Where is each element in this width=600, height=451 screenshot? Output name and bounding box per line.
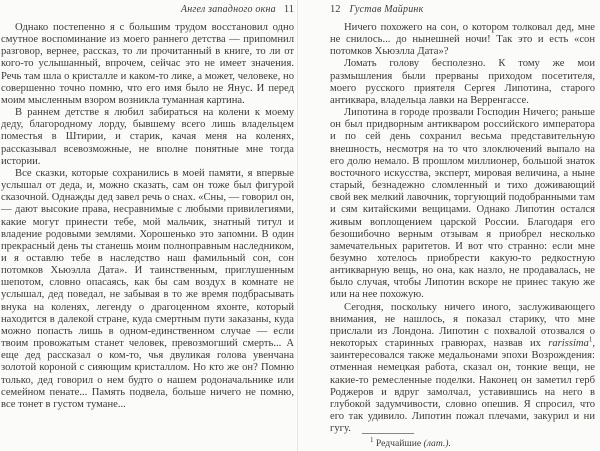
page-right-body	[330, 22, 595, 435]
paragraph-text: Сегодня, поскольку ничего иного, заслуживающего внимания, не нашлось, я показал старику, что мне прислали из Лондона. Липотин с похвалой отозвался о некоторых старинных гравюрах, назвав их	[330, 301, 595, 350]
running-title-left: Ангел западного окна	[180, 4, 276, 15]
footnote-reference: 1	[588, 335, 593, 344]
latin-term: rarissima	[548, 338, 589, 350]
page-number-right: 12	[330, 4, 341, 15]
page-left-body	[1, 22, 294, 411]
running-head-left	[1, 0, 294, 22]
paragraph: Ничего похожего на сон, о котором толковал дед, мне не снилось... до нынешней ночи! Так это и есть «сон потомков Хьюэлла Дата»?	[330, 22, 595, 58]
footnote-marker: 1	[370, 435, 374, 444]
running-title-right: Густав Майринк	[349, 4, 424, 15]
footnote-lang: (лат.).	[423, 438, 451, 449]
paragraph: Все сказки, которые сохранились в моей памяти, я впервые услышал от деда, и, можно сказать, сам он тоже был фигурой сказочной. Однажды дед завел речь о снах. «Сны, — говорил он, — дают высокие права, несравнимые с любыми привилегиями, какие могут принести тебе, мой мальчик, знатный титул и владение родовыми землями. Хорошенько это запомни. В один прекрасный день ты станешь моим полноправным наследником, и я оставлю тебе в наследство наш фамильный сон, сон потомков Хьюэлла Дата». И таинственным, приглушенным шепотом, словно опасаясь, как бы сам воздух в комнате не услышал, дед поведал, не забывая в то же время подбрасывать внука на коленях, легенду о драгоценном яхонте, который находится в далекой стране, куда смертным пути заказаны, куда можно попасть лишь в одном-единственном случае — если твоим провожатым станет человек, превозмогший смерть... А еще дед рассказал о ком-то, чья двуликая голова увенчана золотой короной с сияющим кристаллом. Но кто же он? Помню только, дед говорил о нем будто о нашем родоначальнике или семейном пенате... Память подвела, больше ничего не помню, все тонет в густом тумане...	[1, 167, 294, 410]
paragraph-text: , заинтересовался также медальонами эпохи Возрождения: отменная немецкая работа, сказал он, тонкие вещи, не какие-то ремесленные поделки. Наконец он заметил герб Роджеров и вдруг замолчал, уставившись на него в глубокой задумчивости, словно опешив. Я спросил, что его так удивило. Липотин пожал плечами, закурил и ни гугу.	[330, 338, 595, 435]
running-head-right	[330, 0, 595, 22]
page-number-left: 11	[283, 4, 294, 15]
paragraph: Липотина в городе прозвали Господин Ничего; раньше он был придворным антикваром российского императора и по сей день сохранил весьма представительную внешность, несмотря на то что злоключений выпало на его долю немало. В прошлом миллионер, большой знаток восточного искусства, эксперт, мировая величина, а ныне старый, безнадежно сломленный и тихо доживающий свой век мелкий лавочник, торгующий подобранными там и сям китайскими вещицами. Однако Липотин остался живым воплощением царской России. Благодаря его безошибочно верным отзывам я приобрел несколько замечательных раритетов. И вот что странно: если мне безумно хотелось приобрести какую-то редкостную антикварную вещь, но она, как назло, не продавалась, не было случая, чтобы Липотин вскоре не принес такую же или на нее похожую.	[330, 107, 595, 301]
paragraph: Ломать голову бесполезно. К тому же мои размышления были прерваны приходом посетителя, моего русского приятеля Сергея Липотина, старого антиквара, владельца лавки на Верренгассе.	[330, 58, 595, 106]
footnote-rule	[362, 433, 414, 434]
footnote-word: Редчайшие	[375, 438, 424, 449]
paragraph	[330, 302, 595, 436]
paragraph: Однако постепенно я с большим трудом восстановил одно смутное воспоминание из моего раннего детства — припомнил разговор, вернее, рассказ, то ли прочитанный в книге, то ли от кого-то услышанный, впрочем, сейчас это не имеет значения. Речь там шла о кристалле и каком-то лике, а может, человеке, но совершенно точно помню, что его имя было не Янус. И перед моим мысленным взором возникла туманная картина.	[1, 22, 294, 106]
footnote-text	[330, 435, 595, 449]
page-right	[330, 0, 595, 451]
page-left	[0, 0, 298, 451]
footnote	[330, 433, 595, 449]
paragraph: В раннем детстве я любил забираться на колени к моему деду, благородному лорду, бывшему всего лишь владельцем поместья в Штирии, и старик, качая меня на коленях, рассказывал всевозможные, не вполне понятные мне тогда истории.	[1, 107, 294, 167]
